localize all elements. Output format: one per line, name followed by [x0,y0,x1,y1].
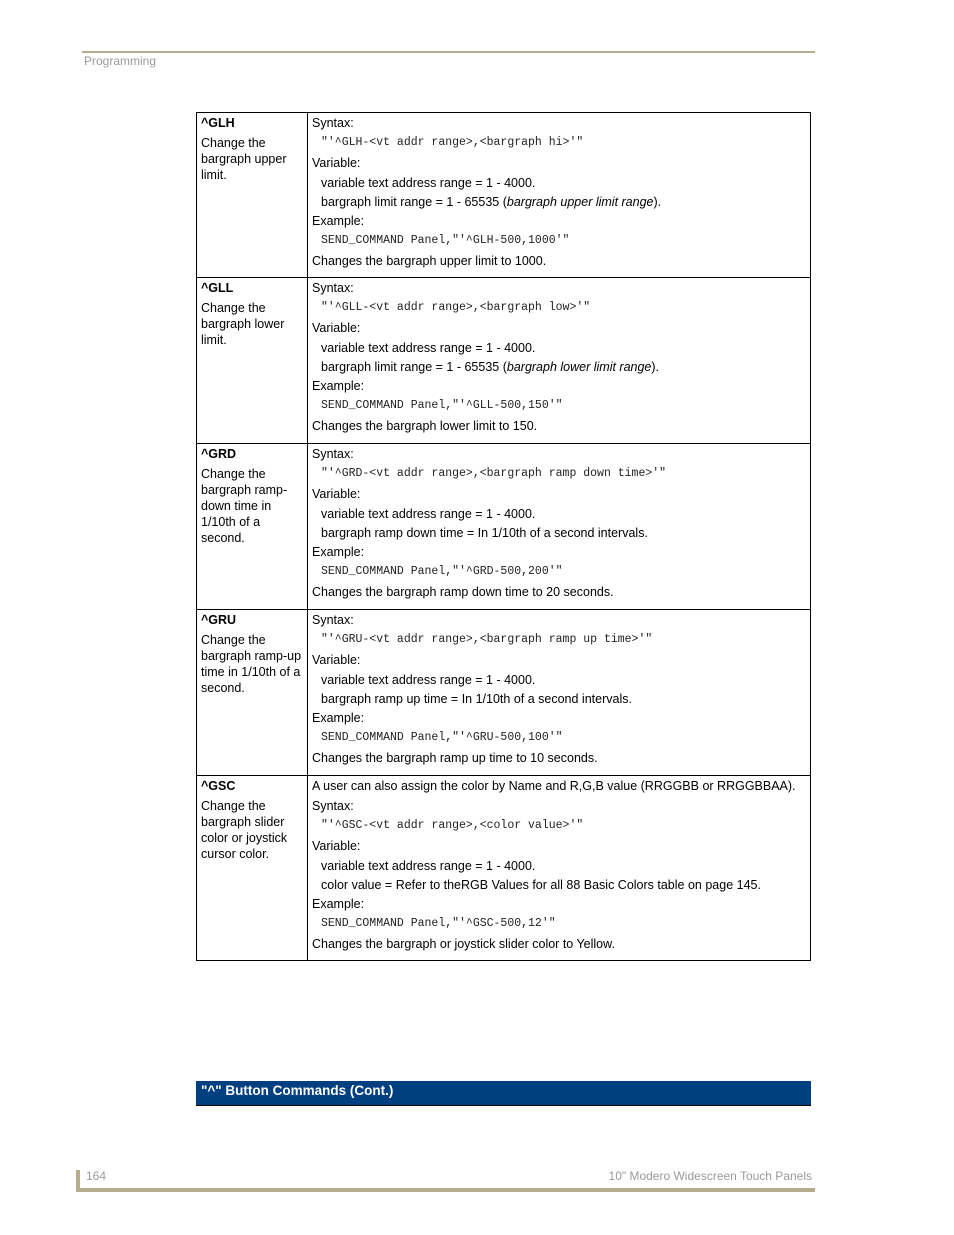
header-section-title: Programming [84,54,157,68]
variable-line: color value = Refer to theRGB Values for all 88 Basic Colors table on page 145. [321,878,761,892]
syntax-label: Syntax: [312,447,354,461]
document-title: 10" Modero Widescreen Touch Panels [608,1169,812,1183]
command-cell [197,113,308,278]
command-details [308,610,811,776]
variable-emphasis: bargraph upper limit range [506,195,654,209]
variable-line: variable text address range = 1 - 4000. [321,341,536,355]
variable-line: variable text address range = 1 - 4000. [321,176,536,190]
command-details [308,444,811,610]
command-description: Change the bargraph ramp-up time in 1/10th of a second. [201,633,302,695]
result-text: Changes the bargraph upper limit to 1000. [312,254,547,268]
table-row [197,610,811,776]
variable-line: variable text address range = 1 - 4000. [321,859,536,873]
command-description: Change the bargraph slider color or joystick cursor color. [201,799,288,861]
section-title-bar [196,1081,811,1106]
variable-label: Variable: [312,156,361,170]
variable-text: bargraph limit range = 1 - 65535 ( [321,360,507,374]
command-name: ^GRU [201,613,237,627]
command-name: ^GLH [201,116,235,130]
variable-label: Variable: [312,321,361,335]
syntax-label: Syntax: [312,613,354,627]
variable-label: Variable: [312,487,361,501]
variable-line: bargraph ramp up time = In 1/10th of a second intervals. [321,692,632,706]
command-details [308,113,811,278]
variable-line: bargraph ramp down time = In 1/10th of a second intervals. [321,526,648,540]
result-text: Changes the bargraph or joystick slider color to Yellow. [312,937,615,951]
variable-label: Variable: [312,839,361,853]
intro-text: A user can also assign the color by Name and R,G,B value (RRGGBB or RRGGBBAA). [312,779,796,793]
variable-line [321,359,806,375]
example-code: SEND_COMMAND Panel,"'^GSC-500,12'" [321,917,556,930]
variable-line [321,194,806,210]
variable-text: ). [651,360,660,374]
section-title: "^" Button Commands (Cont.) [201,1083,394,1098]
example-label: Example: [312,711,365,725]
command-name: ^GRD [201,447,237,461]
syntax-label: Syntax: [312,116,354,130]
variable-line: variable text address range = 1 - 4000. [321,507,536,521]
syntax-label: Syntax: [312,799,354,813]
variable-text: bargraph limit range = 1 - 65535 ( [321,195,507,209]
result-text: Changes the bargraph ramp down time to 20 seconds. [312,585,614,599]
variable-emphasis: bargraph lower limit range [506,360,652,374]
example-label: Example: [312,214,365,228]
example-label: Example: [312,545,365,559]
variable-label: Variable: [312,653,361,667]
table-row [197,113,811,278]
command-table [196,112,811,961]
result-text: Changes the bargraph lower limit to 150. [312,419,538,433]
variable-line: variable text address range = 1 - 4000. [321,673,536,687]
variable-text: ). [653,195,662,209]
syntax-code: "'^GLH-<vt addr range>,<bargraph hi>'" [321,136,584,149]
example-code: SEND_COMMAND Panel,"'^GRU-500,100'" [321,731,563,744]
page-number: 164 [86,1169,107,1183]
example-code: SEND_COMMAND Panel,"'^GLL-500,150'" [321,399,563,412]
command-details [308,278,811,444]
table-row [197,278,811,444]
result-text: Changes the bargraph ramp up time to 10 seconds. [312,751,598,765]
command-details [308,776,811,961]
syntax-code: "'^GLL-<vt addr range>,<bargraph low>'" [321,301,591,314]
syntax-code: "'^GRU-<vt addr range>,<bargraph ramp up time>'" [321,633,653,646]
command-cell [197,776,308,961]
command-cell [197,610,308,776]
syntax-label: Syntax: [312,281,354,295]
syntax-code: "'^GSC-<vt addr range>,<color value>'" [321,819,584,832]
example-code: SEND_COMMAND Panel,"'^GRD-500,200'" [321,565,563,578]
example-code: SEND_COMMAND Panel,"'^GLH-500,1000'" [321,234,570,247]
command-name: ^GLL [201,281,234,295]
command-description: Change the bargraph ramp-down time in 1/10th of a second. [201,467,288,545]
command-description: Change the bargraph lower limit. [201,301,285,347]
command-name: ^GSC [201,779,236,793]
header-rule [82,51,815,53]
table-row [197,776,811,961]
footer-rule [76,1188,815,1192]
example-label: Example: [312,897,365,911]
example-label: Example: [312,379,365,393]
command-cell [197,278,308,444]
command-cell [197,444,308,610]
command-description: Change the bargraph upper limit. [201,136,287,182]
table-row [197,444,811,610]
syntax-code: "'^GRD-<vt addr range>,<bargraph ramp down time>'" [321,467,667,480]
